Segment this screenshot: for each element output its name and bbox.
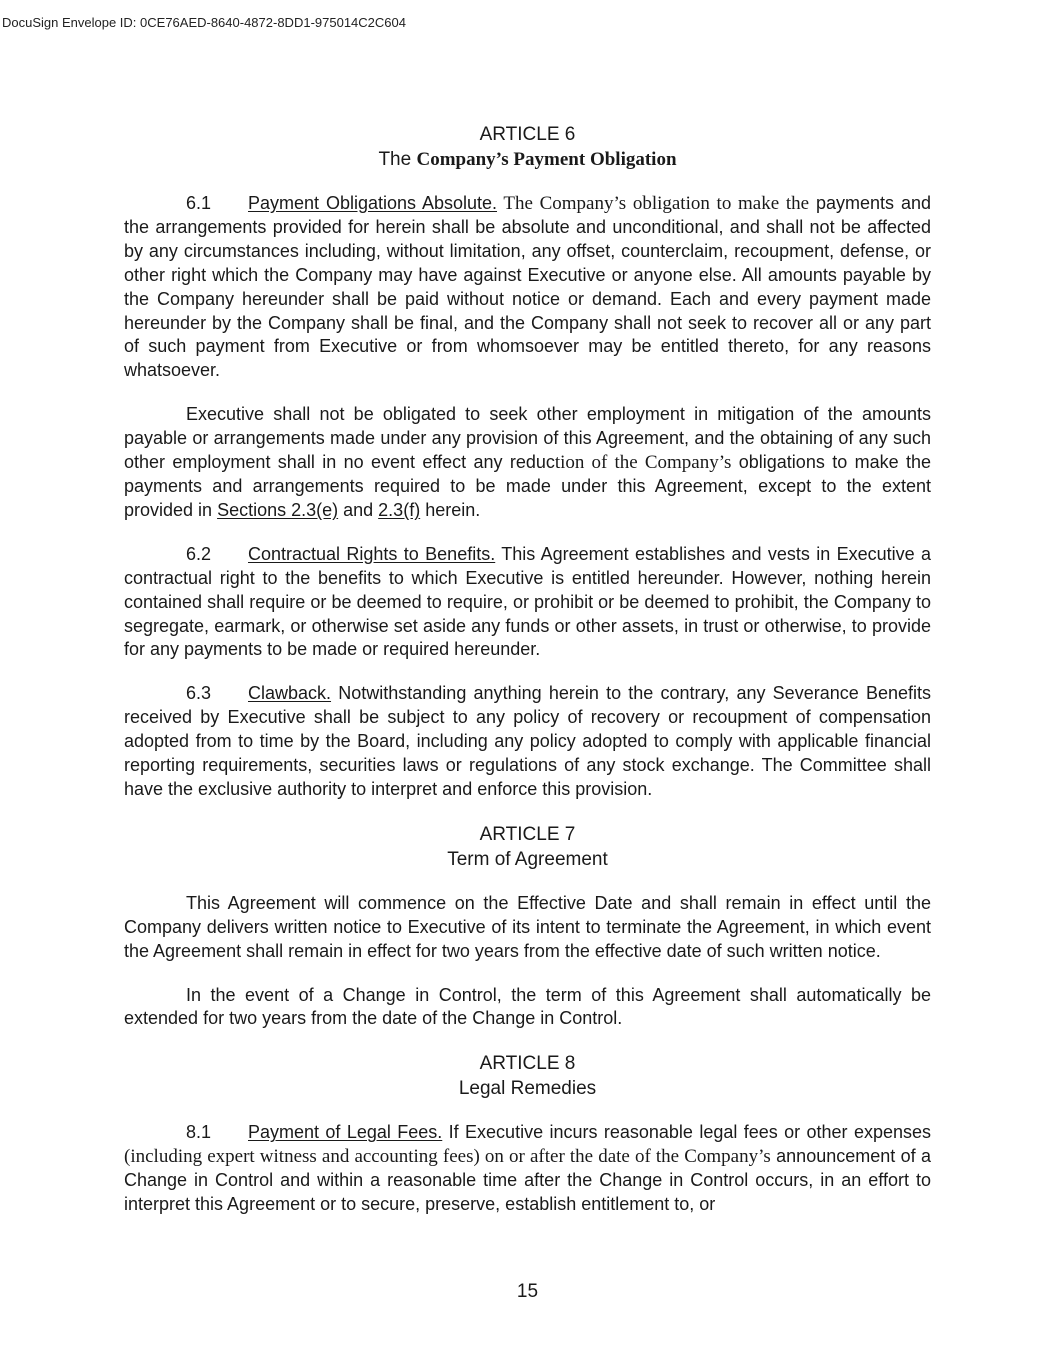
article-6-heading (124, 122, 931, 172)
article-6-title: ARTICLE 6 (479, 124, 576, 145)
article-8-subtitle: Legal Remedies (458, 1078, 597, 1100)
article-7-title: ARTICLE 7 (479, 823, 576, 845)
section-6-1-paragraph-2: Executive shall not be obligated to seek other employment in mitigation of the amounts payable or arrangements made under any provision of this Agreement, and the obtaining of any such other employment shall in no event effect any reduction of the Company’s obligations to make the payments and arrangements required to be made under this Agreement, except to the extent provided in Sections 2.3(e) and 2.3(f) herein. (124, 404, 931, 520)
section-8-1-heading: Payment of Legal Fees. (248, 1122, 443, 1143)
section-6-3: 6.3 Clawback. Notwithstanding anything herein to the contrary, any Severance Benefits received by Executive shall be subject to any policy of recovery or recoupment of compensation adopted from to time by the Board, including any policy adopted to comply with applicable financial reporting requirements, securities laws or regulations of any stock exchange. The Committee shall have the exclusive authority to interpret and enforce this provision. (124, 683, 931, 799)
article-7-paragraph-1: This Agreement will commence on the Effective Date and shall remain in effect until the Company delivers written notice to Executive of its intent to terminate the Agreement, in which event the Agreement shall remain in effect for two years from the effective date of such written notice. (124, 892, 931, 961)
section-6-2-heading: Contractual Rights to Benefits. (248, 543, 496, 564)
section-2-3f-reference: 2.3(f) (378, 499, 421, 520)
section-6-2: 6.2 Contractual Rights to Benefits. This Agreement establishes and vests in Executive a contractual right to the benefits to which Executive is entitled hereunder. However, nothing herein contained shall require or be deemed to require, or prohibit or be deemed to prohibit, the Company to segregate, earmark, or otherwise set aside any funds or other assets, in trust or otherwise, to provide for any payments to be made or required hereunder. (124, 543, 932, 660)
section-8-1: 8.1 Payment of Legal Fees. If Executive incurs reasonable legal fees or other expenses (including expert witness and accounting fees) on or after the date of the Company’s announcement of a Change in Control and within a reasonable time after the Change in Control occurs, in an effort to interpret this Agreement or to secure, preserve, establish entitlement to, or (124, 1122, 931, 1215)
page-body (124, 122, 931, 1217)
article-8-title: ARTICLE 8 (479, 1053, 576, 1075)
article-7-subtitle: Term of Agreement (447, 848, 608, 870)
article-7-heading (124, 822, 931, 872)
section-6-3-heading: Clawback. (248, 683, 332, 704)
section-6-1: 6.1 Payment Obligations Absolute. The Company’s obligation to make the payments and the arrangements provided for herein shall be absolute and unconditional, and shall not be affected by any circumstances including, without limitation, any offset, counterclaim, recoupment, defense, or other right which the Company may have against Executive or anyone else. All amounts payable by the Company hereunder shall be paid without notice or demand. Each and every payment made hereunder by the Company shall be final, and the Company shall not seek to recover all or any part of such payment from Executive or from whomsoever may be entitled thereto, for any reasons whatsoever. (124, 193, 931, 381)
sections-2-3e-reference: Sections 2.3(e) (217, 499, 339, 520)
article-6-subtitle: The Company’s Payment Obligation (378, 149, 677, 170)
section-6-1-heading: Payment Obligations Absolute. (248, 193, 498, 213)
page-number: 15 (516, 1281, 539, 1302)
article-8-heading (124, 1051, 931, 1101)
article-7-paragraph-2: In the event of a Change in Control, the term of this Agreement shall automatically be extended for two years from the date of the Change in Control. (124, 984, 931, 1029)
docusign-envelope-id: DocuSign Envelope ID: 0CE76AED-8640-4872-8DD1-975014C2C604 (2, 15, 406, 30)
